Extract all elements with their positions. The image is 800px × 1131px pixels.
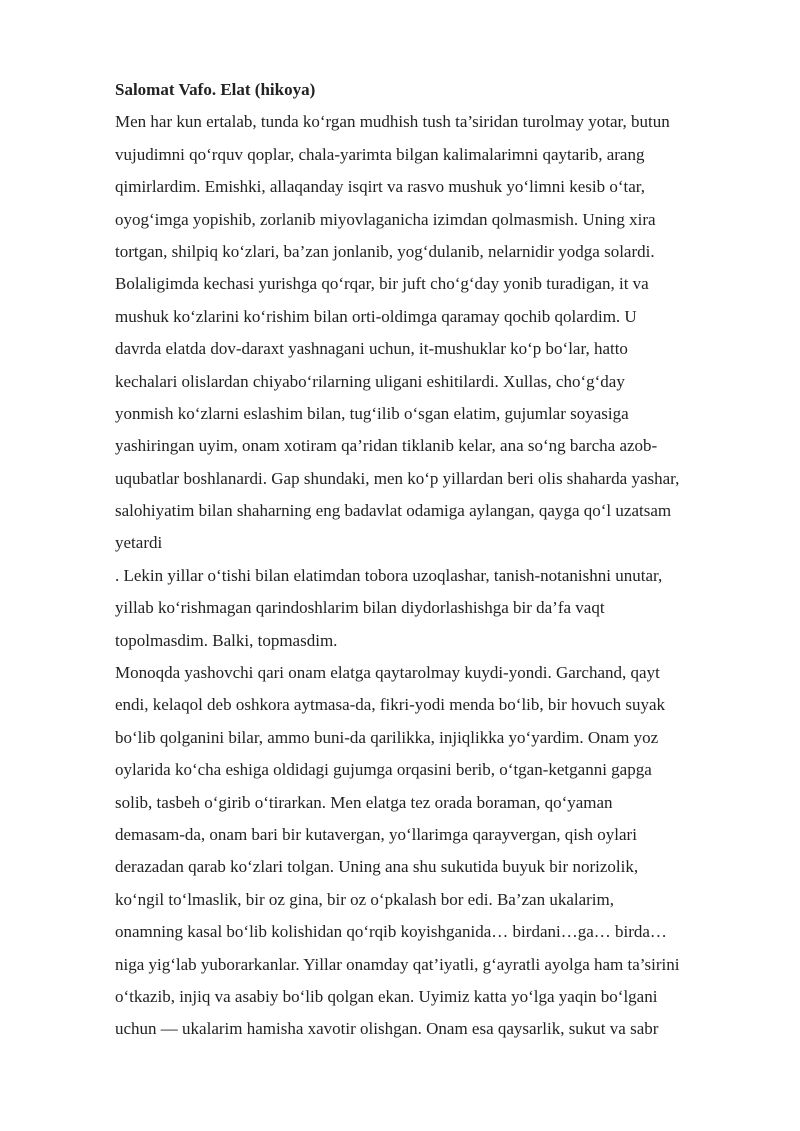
document-title: Salomat Vafo. Elat (hikoya) [115,80,316,99]
text-line: mushuk ko‘zlarini ko‘rishim bilan orti-oldimga qaramay qochib qolardim. U [115,306,637,326]
text-line: uchun — ukalarim hamisha xavotir olishgan. Onam esa qaysarlik, sukut va sabr [115,1019,659,1039]
text-line: solib, tasbeh o‘girib o‘tirarkan. Men elatga tez orada boraman, qo‘yaman [115,792,613,812]
text-line: onamning kasal bo‘lib kolishidan qo‘rqib koyishganida… birdani…ga… birda… [115,922,667,942]
text-line: Bolaligimda kechasi yurishga qo‘rqar, bir juft cho‘g‘day yonib turadigan, it va [115,274,649,294]
text-line: davrda elatda dov-daraxt yashnagani uchun, it-mushuklar ko‘p bo‘lar, hatto [115,339,628,359]
text-line: kechalari olislardan chiyabo‘rilarning uligani eshitilardi. Xullas, cho‘g‘day [115,371,625,391]
text-line: oyog‘imga yopishib, zorlanib miyovlaganicha izimdan qolmasmish. Uning xira [115,209,656,229]
text-line: yillab ko‘rishmagan qarindoshlarim bilan diydorlashishga bir da’fa vaqt [115,598,605,618]
text-line: yashiringan uyim, onam xotiram qa’ridan tiklanib kelar, ana so‘ng barcha azob- [115,436,658,456]
text-line: topolmasdim. Balki, topmasdim. [115,630,338,650]
text-line: endi, kelaqol deb oshkora aytmasa-da, fikri-yodi menda bo‘lib, bir hovuch suyak [115,695,665,715]
text-line: yetardi [115,533,163,553]
text-line: Men har kun ertalab, tunda ko‘rgan mudhish tush ta’siridan turolmay yotar, butun [115,112,670,132]
text-line: yonmish ko‘zlarni eslashim bilan, tug‘ilib o‘sgan elatim, gujumlar soyasiga [115,403,629,423]
text-line: ko‘ngil to‘lmaslik, bir oz gina, bir oz o‘pkalash bor edi. Ba’zan ukalarim, [115,889,615,909]
text-line: vujudimni qo‘rquv qoplar, chala-yarimta bilgan kalimalarimni qaytarib, arang [115,144,645,164]
text-line: o‘tkazib, injiq va asabiy bo‘lib qolgan ekan. Uyimiz katta yo‘lga yaqin bo‘lgani [115,986,658,1006]
document-page [115,74,755,1046]
text-line: Monoqda yashovchi qari onam elatga qaytarolmay kuydi-yondi. Garchand, qayt [115,663,660,683]
text-line: bo‘lib qolganini bilar, ammo buni-da qarilikka, injiqlikka yo‘yardim. Onam yoz [115,727,659,747]
text-line: . Lekin yillar o‘tishi bilan elatimdan tobora uzoqlashar, tanish-notanishni unutar, [115,565,663,585]
text-line: qimirlardim. Emishki, allaqanday isqirt va rasvo mushuk yo‘limni kesib o‘tar, [115,177,646,197]
text-line: uqubatlar boshlanardi. Gap shundaki, men ko‘p yillardan beri olis shaharda yashar, [115,468,680,488]
text-line: niga yig‘lab yuborarkanlar. Yillar onamday qat’iyatli, g‘ayratli ayolga ham ta’sirini [115,954,680,974]
text-line: tortgan, shilpiq ko‘zlari, ba’zan jonlanib, yog‘dulanib, nelarnidir yodga solardi. [115,241,655,261]
text-line: demasam-da, onam bari bir kutavergan, yo‘llarimga qarayvergan, qish oylari [115,824,637,844]
text-line: derazadan qarab ko‘zlari tolgan. Uning ana shu sukutida buyuk bir norizolik, [115,857,639,877]
text-line: oylarida ko‘cha eshiga oldidagi gujumga orqasini berib, o‘tgan-ketganni gapga [115,760,652,780]
text-line: salohiyatim bilan shaharning eng badavlat odamiga aylangan, qayga qo‘l uzatsam [115,501,672,521]
